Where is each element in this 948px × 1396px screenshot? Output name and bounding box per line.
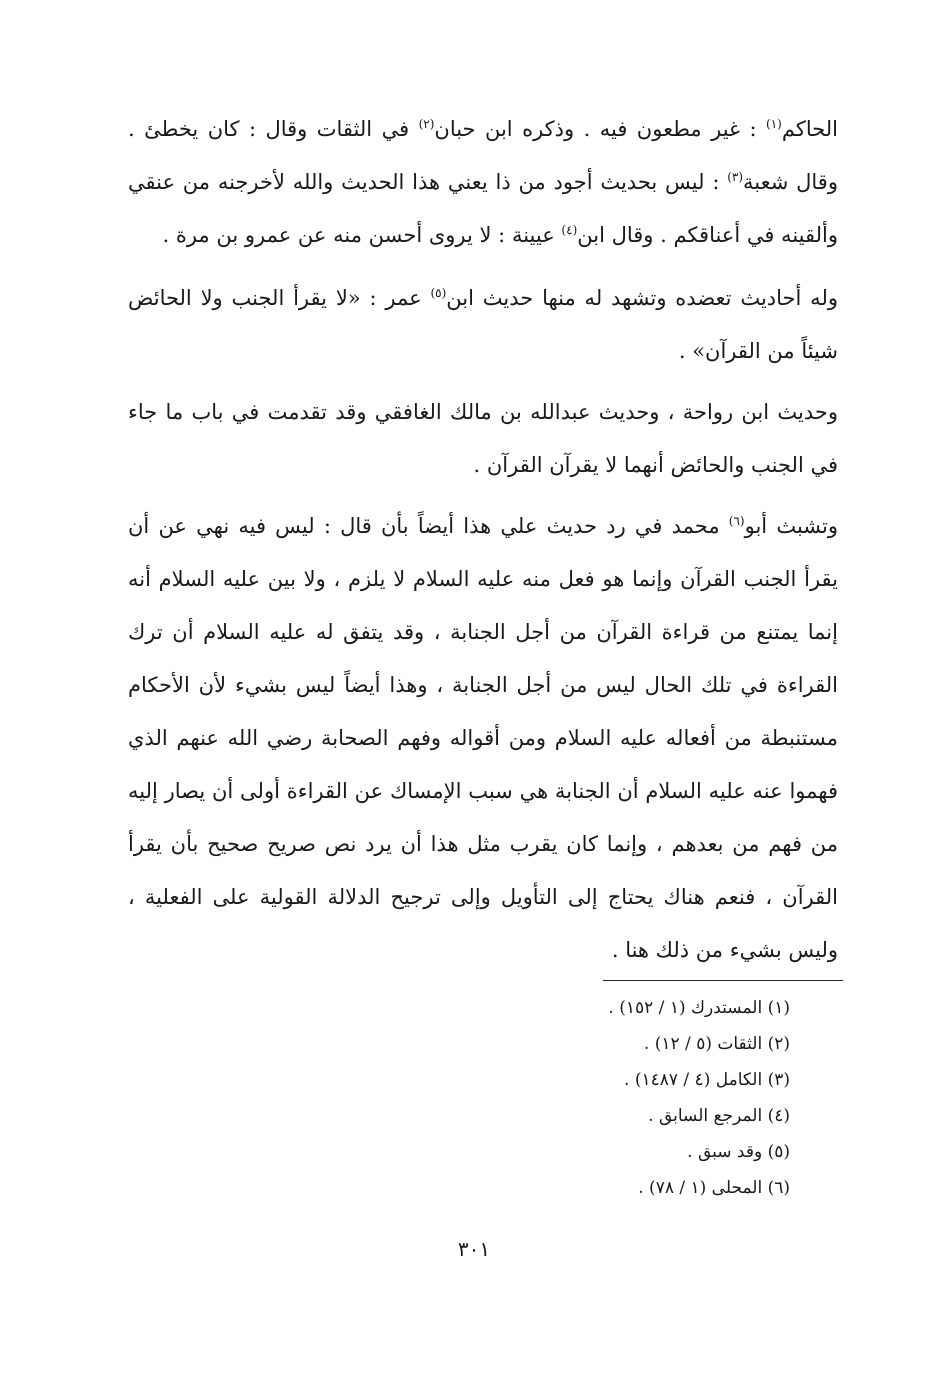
footnote-1: (١) المستدرك (١ / ١٥٢) . bbox=[608, 998, 790, 1018]
text-segment: وتشبث أبو bbox=[744, 514, 838, 538]
paragraph-1 bbox=[128, 103, 838, 262]
text-segment: الحاكم bbox=[781, 117, 839, 141]
footnote-3: (٣) الكامل (٤ / ١٤٨٧) . bbox=[624, 1070, 790, 1090]
footnote-6: (٦) المحلى (١ / ٧٨) . bbox=[638, 1178, 790, 1198]
footnote-ref-6: (٦) bbox=[728, 514, 745, 528]
text-segment: محمد في رد حديث علي هذا أيضاً بأن قال : ليس فيه نهي عن أن يقرأ الجنب القرآن وإنما هو فعل منه عليه السلام لا يلزم ، ولا بين عليه السلام أنه إنما يمتنع من قراءة القرآن من أجل الجنابة ، وقد يتفق له عليه السلام أن ترك القراءة في تلك الحال ليس من أجل الجنابة ، وهذا أيضاً ليس بشيء لأن الأحكام مستنبطة من أفعاله عليه السلام ومن أقواله وفهم الصحابة رضي الله عنهم الذي فهموا عنه عليه السلام أن الجنابة هي سبب الإمساك عن القراءة أولى أن يصار إليه من فهم من بعدهم ، وإنما كان يقرب مثل هذا أن يرد نص صريح صحيح بأن يقرأ القرآن ، فنعم هناك يحتاج إلى التأويل وإلى ترجيح الدلالة القولية على الفعلية ، وليس بشيء من ذلك هنا . bbox=[128, 514, 838, 962]
text-segment: في الثقات وقال : كان يخطئ . وقال شعبة bbox=[128, 117, 838, 194]
text-segment: عمر : «لا يقرأ الجنب ولا الحائض شيئاً من القرآن» . bbox=[128, 286, 838, 363]
footnote-ref-3: (٣) bbox=[727, 170, 744, 184]
footnote-ref-5: (٥) bbox=[430, 286, 447, 300]
footnote-5: (٥) وقد سبق . bbox=[687, 1142, 790, 1162]
text-segment: : ليس بحديث أجود من ذا يعني هذا الحديث والله لأخرجنه من عنقي وألقينه في أعناقكم . وقال ابن bbox=[128, 170, 838, 247]
footnote-separator bbox=[603, 980, 843, 981]
page-number: ٣٠١ bbox=[457, 1237, 491, 1261]
paragraph-2 bbox=[128, 272, 838, 378]
footnote-ref-2: (٢) bbox=[418, 117, 435, 131]
text-segment: عيينة : لا يروى أحسن منه عن عمرو بن مرة . bbox=[162, 223, 562, 247]
footnote-ref-1: (١) bbox=[766, 117, 782, 131]
paragraph-3 bbox=[128, 386, 838, 492]
footnote-2: (٢) الثقات (٥ / ١٢) . bbox=[643, 1034, 790, 1054]
footnotes bbox=[400, 990, 790, 1206]
text-segment: وحديث ابن رواحة ، وحديث عبدالله بن مالك الغافقي وقد تقدمت في باب ما جاء في الجنب والحائض أنهما لا يقرآن القرآن . bbox=[128, 400, 838, 477]
paragraph-4 bbox=[128, 500, 838, 977]
footnote-4: (٤) المرجع السابق . bbox=[648, 1106, 790, 1126]
text-segment: : غير مطعون فيه . وذكره ابن حبان bbox=[434, 117, 767, 141]
footnote-ref-4: (٤) bbox=[561, 223, 578, 237]
text-segment: وله أحاديث تعضده وتشهد له منها حديث ابن bbox=[446, 286, 838, 310]
